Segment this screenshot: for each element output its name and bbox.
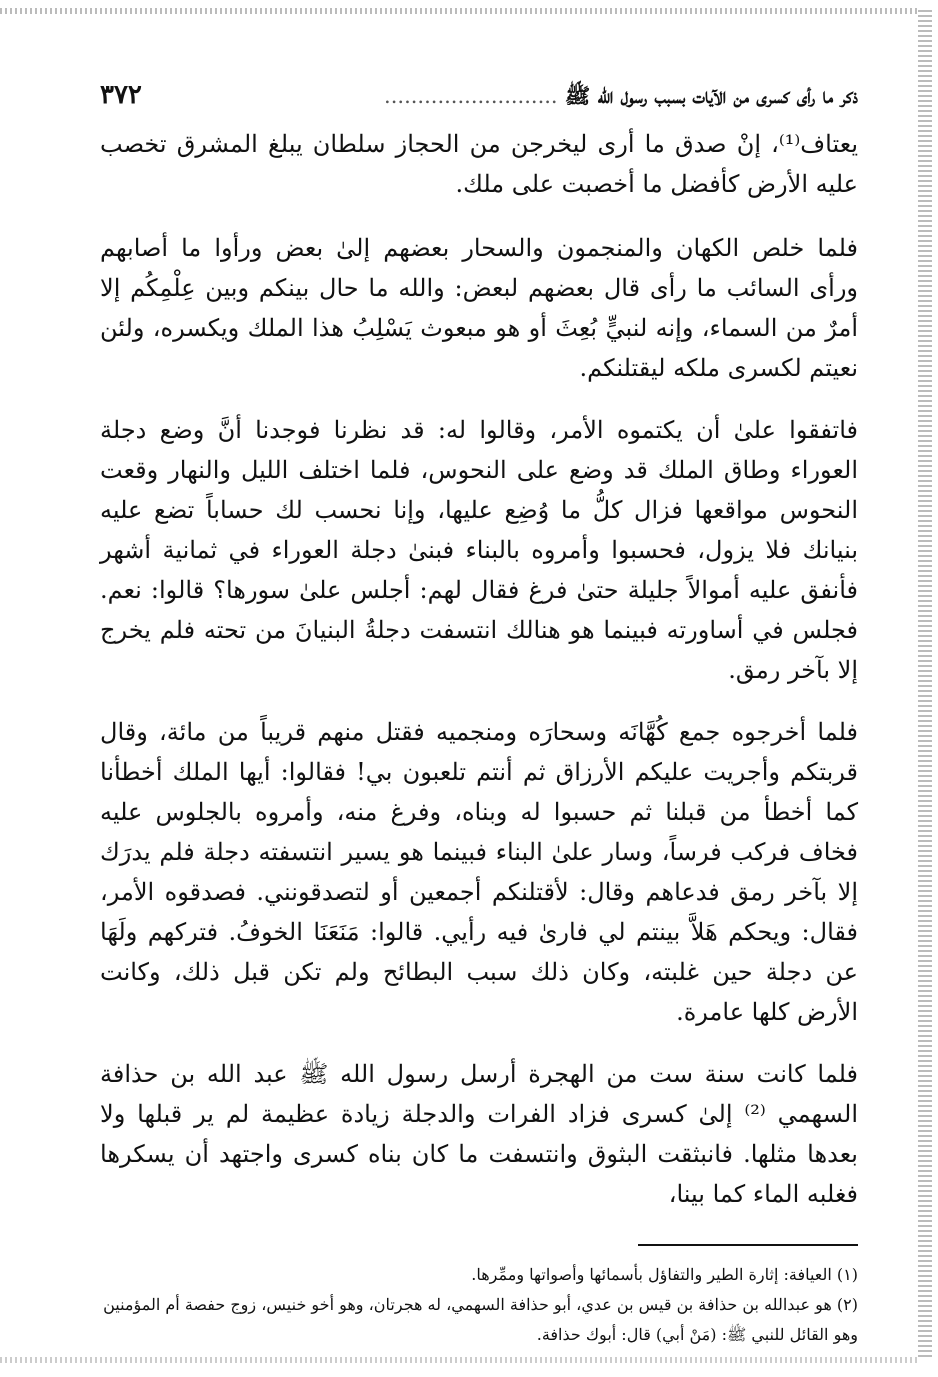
book-page <box>100 80 858 1350</box>
footnote: (١) العيافة: إثارة الطير والتفاؤل بأسمائها وأصواتها وممِّرها. <box>471 1265 858 1284</box>
main-text <box>100 124 858 1214</box>
page-number: ٣٧٢ <box>100 80 142 110</box>
page-border-bottom <box>0 1357 918 1363</box>
paragraph: فلما خلص الكهان والمنجمون والسحار بعضهم إلىٰ بعض ورأوا ما أصابهم ورأى السائب ما رأى قال بعضهم لبعض: والله ما حال بينكم وبين عِلْمِكُم إلا أمرٌ من السماء، وإنه لنبيٍّ بُعِثَ أو هو مبعوث يَسْلِبُ هذا الملك ويكسره، ولئن نعيتم لكسرى ملكه ليقتلنكم. <box>100 234 859 382</box>
header-leader-dots: .......................... <box>384 84 558 108</box>
paragraph: فلما أخرجوه جمع كُهَّانَه وسحارَه ومنجميه فقتل منهم قريباً من مائة، وقال قربتكم وأجريت عليكم الأرزاق ثم أنتم تلعبون بي! فقالوا: أيها الملك أخطأنا كما أخطأ من قبلنا ثم حسبوا له وبناه، وفرغ منه، وأمروه بالجلوس عليه فخاف فركب فرساً، وسار علىٰ البناء فبينما هو يسير انتسفته دجلة فلم يدرَك إلا بآخر رمق فدعاهم وقال: لأقتلنكم أجمعين أو لتصدقونني. فصدقوه الأمر، فقال: ويحكم هَلاَّ بينتم لي فارىٰ فيه رأيي. قالوا: مَنَعَنَا الخوفُ. فتركهم ولَهَا عن دجلة حين غلبته، وكان ذلك سبب البطائح ولم تكن قبل ذلك، وكانت الأرض كلها عامرة. <box>100 718 858 1026</box>
footnote-separator <box>638 1244 858 1246</box>
paragraph: يعتاف⁽¹⁾، إنْ صدق ما أرى ليخرجن من الحجاز سلطان يبلغ المشرق تخصب عليه الأرض كأفضل ما أخصبت على ملك. <box>100 130 858 198</box>
footnote: (٢) هو عبدالله بن حذافة بن قيس بن عدي، أبو حذافة السهمي، له هجرتان، وهو أخو خنيس، زوج حفصة أم المؤمنين وهو القائل للنبي ﷺ: (مَنْ أبي) قال: أبوك حذافة. <box>103 1295 858 1344</box>
paragraph: فاتفقوا علىٰ أن يكتموه الأمر، وقالوا له: قد نظرنا فوجدنا أنَّ وضع دجلة العوراء وطاق الملك قد وضع على النحوس، فلما اختلف الليل والنهار وقعت النحوس مواقعها فزال كلُّ ما وُضِع عليها، وإنا نحسب لك حساباً تضع عليه بنيانك فلا يزول، فحسبوا وأمروه بالبناء فبنىٰ دجلة العوراء في ثمانية أشهر فأنفق عليه أموالاً جليلة حتىٰ فرغ فقال لهم: أجلس علىٰ سورها؟ قالوا: نعم. فجلس في أساورته فبينما هو هنالك انتسفت دجلةُ البنيانَ من تحته فلم يخرج إلا بآخر رمق. <box>100 416 858 684</box>
page-border-right <box>918 8 932 1357</box>
page-border-top <box>0 8 918 14</box>
header-title-text: ذكر ما رأى كسرى من الآيات بسبب رسول الله ﷺ <box>564 83 858 108</box>
paragraph: فلما كانت سنة ست من الهجرة أرسل رسول الله ﷺ عبد الله بن حذافة السهمي ⁽²⁾ إلىٰ كسرى فزاد الفرات والدجلة زيادة عظيمة لم ير قبلها ولا بعدها مثلها. فانبثقت البثوق وانتسفت ما كان بناه كسرى واجتهد أن يسكرها فغلبه الماء كما بينا، <box>100 1060 858 1208</box>
footnotes <box>100 1260 858 1350</box>
running-header <box>100 80 858 116</box>
header-title <box>384 83 858 114</box>
